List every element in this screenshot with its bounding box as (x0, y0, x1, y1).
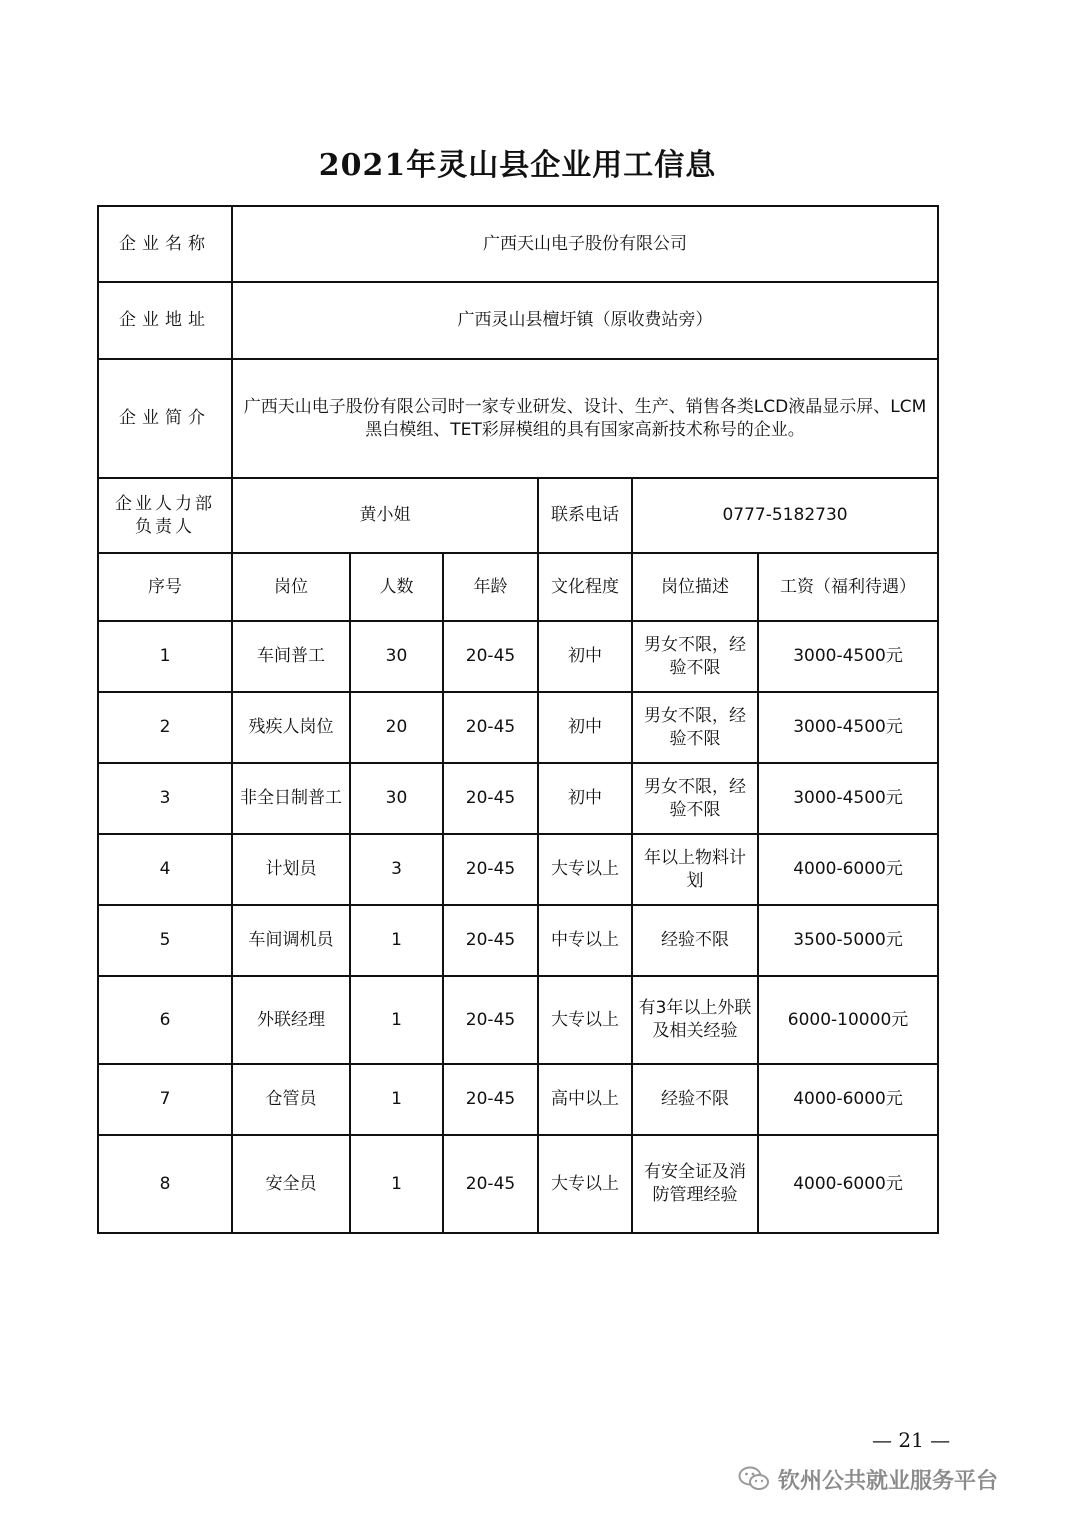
job-info-table (97, 205, 939, 1234)
cell-headcount: 3 (350, 834, 443, 905)
phone-label: 联系电话 (538, 478, 632, 553)
company-address-label: 企业地址 (98, 282, 232, 359)
cell-age: 20-45 (443, 763, 538, 834)
cell-description: 有3年以上外联及相关经验 (632, 976, 758, 1064)
table-row (98, 834, 938, 905)
column-header-education: 文化程度 (538, 553, 632, 621)
company-address-row (98, 282, 938, 359)
cell-serial: 4 (98, 834, 232, 905)
column-header-age: 年龄 (443, 553, 538, 621)
cell-age: 20-45 (443, 976, 538, 1064)
wechat-icon (738, 1465, 770, 1493)
cell-description: 男女不限，经验不限 (632, 763, 758, 834)
cell-salary: 6000-10000元 (758, 976, 938, 1064)
cell-serial: 7 (98, 1064, 232, 1135)
cell-salary: 4000-6000元 (758, 834, 938, 905)
table-row (98, 905, 938, 976)
cell-serial: 2 (98, 692, 232, 763)
cell-salary: 4000-6000元 (758, 1135, 938, 1233)
cell-education: 初中 (538, 621, 632, 692)
cell-education: 大专以上 (538, 834, 632, 905)
cell-position: 安全员 (232, 1135, 350, 1233)
company-intro-value: 广西天山电子股份有限公司时一家专业研发、设计、生产、销售各类LCD液晶显示屏、LCM黑白模组、TET彩屏模组的具有国家高新技术称号的企业。 (232, 359, 938, 478)
cell-salary: 3500-5000元 (758, 905, 938, 976)
cell-education: 大专以上 (538, 976, 632, 1064)
document-title: 2021年灵山县企业用工信息 (318, 148, 717, 183)
hr-label-line2: 负责人 (135, 516, 195, 537)
cell-description: 经验不限 (632, 905, 758, 976)
cell-position: 仓管员 (232, 1064, 350, 1135)
cell-education: 初中 (538, 692, 632, 763)
hr-contact-value: 黄小姐 (232, 478, 538, 553)
cell-age: 20-45 (443, 621, 538, 692)
cell-position: 非全日制普工 (232, 763, 350, 834)
table-row (98, 1135, 938, 1233)
column-header-salary: 工资（福利待遇） (758, 553, 938, 621)
cell-salary: 4000-6000元 (758, 1064, 938, 1135)
hr-label-line1: 企业人力部 (115, 493, 215, 514)
cell-headcount: 1 (350, 905, 443, 976)
page-number: — 21 — (872, 1428, 951, 1452)
cell-position: 残疾人岗位 (232, 692, 350, 763)
table-row (98, 621, 938, 692)
company-address-value: 广西灵山县檀圩镇（原收费站旁） (232, 282, 938, 359)
column-header-description: 岗位描述 (632, 553, 758, 621)
column-header-headcount: 人数 (350, 553, 443, 621)
cell-serial: 1 (98, 621, 232, 692)
cell-age: 20-45 (443, 834, 538, 905)
cell-headcount: 20 (350, 692, 443, 763)
table-header-row (98, 553, 938, 621)
cell-description: 年以上物料计划 (632, 834, 758, 905)
cell-description: 有安全证及消防管理经验 (632, 1135, 758, 1233)
table-row (98, 692, 938, 763)
cell-age: 20-45 (443, 1064, 538, 1135)
table-row (98, 1064, 938, 1135)
cell-age: 20-45 (443, 692, 538, 763)
cell-education: 中专以上 (538, 905, 632, 976)
cell-position: 计划员 (232, 834, 350, 905)
cell-position: 车间普工 (232, 621, 350, 692)
cell-salary: 3000-4500元 (758, 763, 938, 834)
company-intro-row (98, 359, 938, 478)
cell-age: 20-45 (443, 1135, 538, 1233)
cell-headcount: 30 (350, 621, 443, 692)
column-header-serial: 序号 (98, 553, 232, 621)
table-row (98, 976, 938, 1064)
cell-education: 高中以上 (538, 1064, 632, 1135)
hr-contact-row (98, 478, 938, 553)
cell-description: 经验不限 (632, 1064, 758, 1135)
cell-education: 初中 (538, 763, 632, 834)
company-name-label: 企业名称 (98, 206, 232, 282)
cell-salary: 3000-4500元 (758, 621, 938, 692)
hr-label (98, 478, 232, 553)
cell-description: 男女不限，经验不限 (632, 692, 758, 763)
cell-headcount: 30 (350, 763, 443, 834)
cell-serial: 8 (98, 1135, 232, 1233)
cell-description: 男女不限，经验不限 (632, 621, 758, 692)
cell-serial: 6 (98, 976, 232, 1064)
phone-value: 0777-5182730 (632, 478, 938, 553)
cell-age: 20-45 (443, 905, 538, 976)
cell-headcount: 1 (350, 976, 443, 1064)
cell-headcount: 1 (350, 1135, 443, 1233)
cell-education: 大专以上 (538, 1135, 632, 1233)
cell-serial: 3 (98, 763, 232, 834)
company-name-row (98, 206, 938, 282)
cell-headcount: 1 (350, 1064, 443, 1135)
footer-watermark (738, 1462, 998, 1496)
cell-position: 外联经理 (232, 976, 350, 1064)
column-header-position: 岗位 (232, 553, 350, 621)
company-name-value: 广西天山电子股份有限公司 (232, 206, 938, 282)
cell-serial: 5 (98, 905, 232, 976)
footer-text: 钦州公共就业服务平台 (778, 1468, 999, 1494)
company-intro-label: 企业简介 (98, 359, 232, 478)
cell-salary: 3000-4500元 (758, 692, 938, 763)
table-row (98, 763, 938, 834)
cell-position: 车间调机员 (232, 905, 350, 976)
